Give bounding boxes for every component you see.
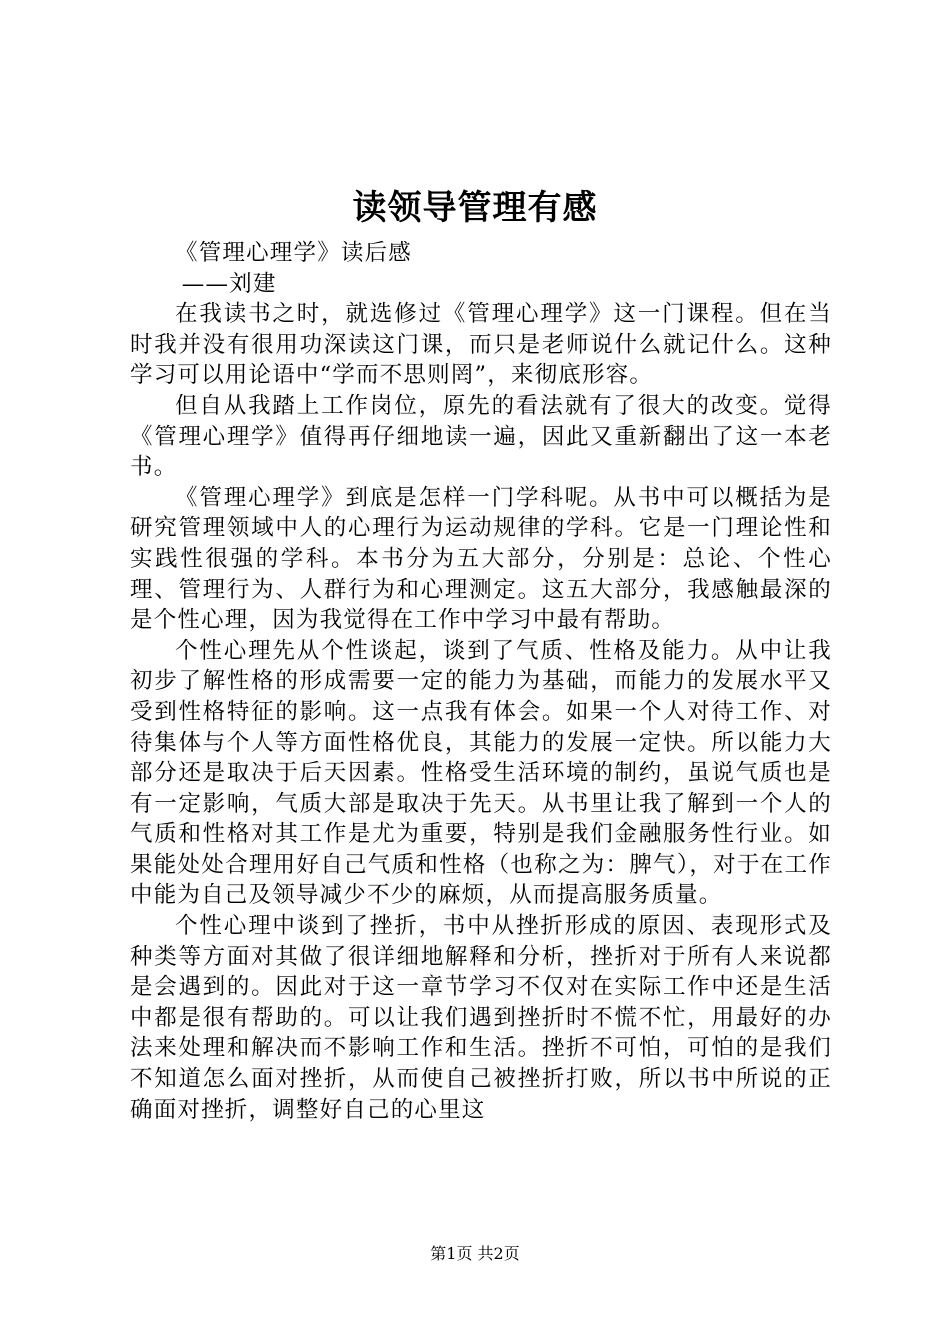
document-body bbox=[130, 238, 832, 1125]
page-number-footer: 第1页 共2页 bbox=[430, 1244, 520, 1263]
paragraph-5: 个性心理中谈到了挫折，书中从挫折形成的原因、表现形式及种类等方面对其做了很详细地解释和分析，挫折对于所有人来说都是会遇到的。因此对于这一章节学习不仅对在实际工作中还是生活中都是很有帮助的。可以让我们遇到挫折时不慌不忙，用最好的办法来处理和解决而不影响工作和生活。挫折不可怕，可怕的是我们不知道怎么面对挫折，从而使自己被挫折打败，所以书中所说的正确面对挫折，调整好自己的心里这 bbox=[130, 913, 832, 1123]
document-title: 读领导管理有感 bbox=[352, 188, 598, 228]
paragraph-2: 但自从我踏上工作岗位，原先的看法就有了很大的改变。觉得《管理心理学》值得再仔细地读一遍，因此又重新翻出了这一本老书。 bbox=[130, 392, 832, 481]
paragraph-1: 在我读书之时，就选修过《管理心理学》这一门课程。但在当时我并没有很用功深读这门课，而只是老师说什么就记什么。这种学习可以用论语中“学而不思则罔”，来彻底形容。 bbox=[130, 301, 832, 389]
document-subtitle: 《管理心理学》读后感 bbox=[175, 240, 413, 266]
paragraph-4: 个性心理先从个性谈起，谈到了气质、性格及能力。从中让我初步了解性格的形成需要一定的能力为基础，而能力的发展水平又受到性格特征的影响。这一点我有体会。如果一个人对待工作、对待集体与个人等方面性格优良，其能力的发展一定快。所以能力大部分还是取决于后天因素。性格受生活环境的制约，虽说气质也是有一定影响，气质大部是取决于先天。从书里让我了解到一个人的气质和性格对其工作是尤为重要，特别是我们金融服务性行业。如果能处处合理用好自己气质和性格（也称之为：脾气），对于在工作中能为自己及领导减少不少的麻烦，从而提高服务质量。 bbox=[130, 637, 832, 909]
document-author: ——刘建 bbox=[181, 270, 277, 297]
paragraph-3: 《管理心理学》到底是怎样一门学科呢。从书中可以概括为是研究管理领域中人的心理行为运动规律的学科。它是一门理论性和实践性很强的学科。本书分为五大部分，分别是：总论、个性心理、管理行为、人群行为和心理测定。这五大部分，我感触最深的是个性心理，因为我觉得在工作中学习中最有帮助。 bbox=[130, 484, 832, 634]
